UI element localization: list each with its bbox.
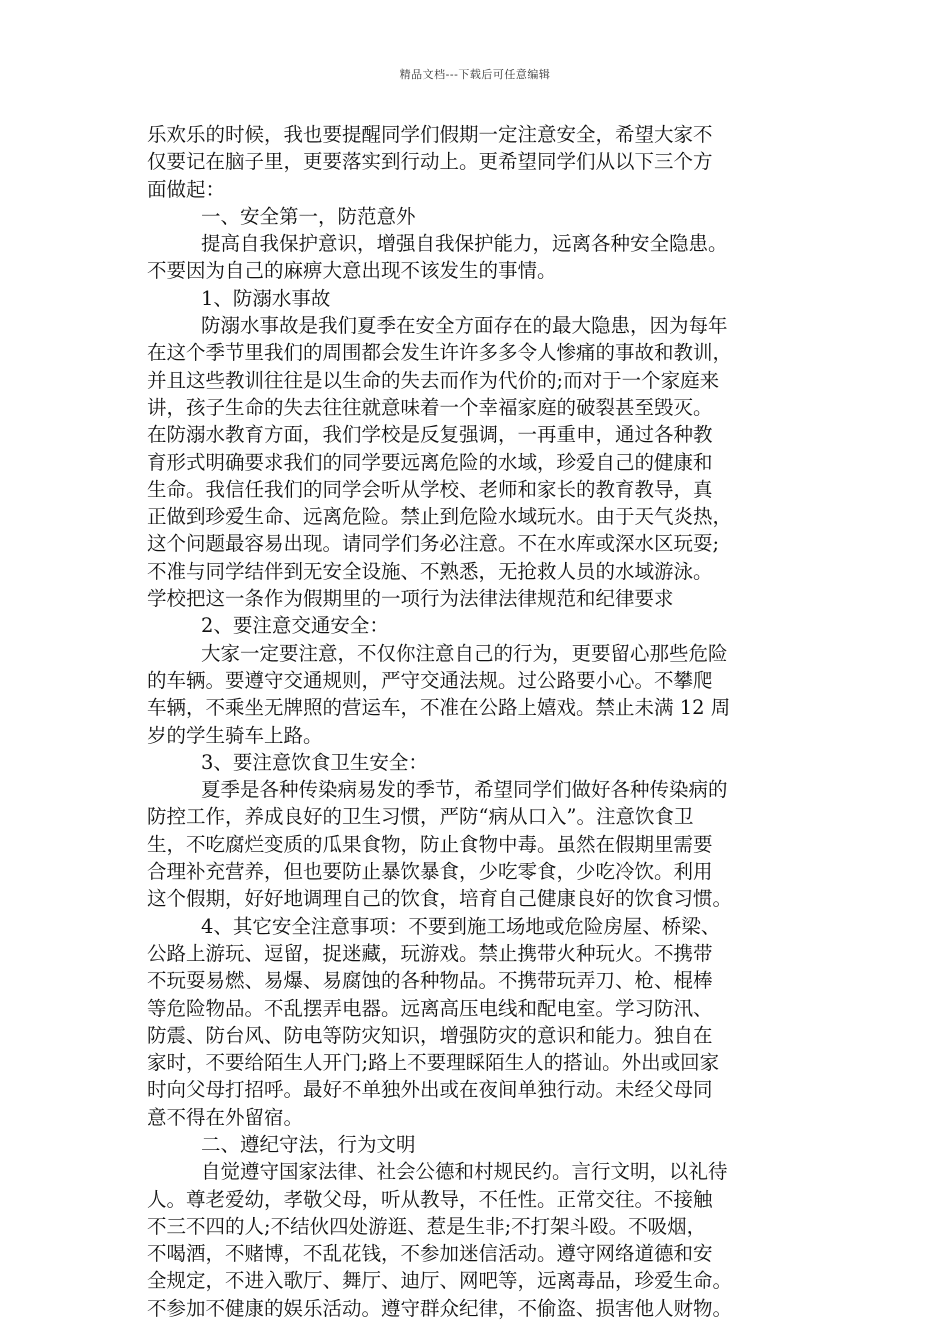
- text-line: 意不得在外留宿。: [147, 1105, 304, 1129]
- text-line: 不三不四的人;不结伙四处游逛、惹是生非;不打架斗殴。不吸烟，: [147, 1214, 707, 1238]
- text-line: 岁的学生骑车上路。: [147, 723, 323, 747]
- text-line: 2、要注意交通安全：: [201, 614, 389, 638]
- text-line: 在防溺水教育方面，我们学校是反复强调，一再重申，通过各种教: [147, 423, 713, 447]
- text-line: 在这个季节里我们的周围都会发生许许多多令人惨痛的事故和教训，: [147, 341, 733, 365]
- text-line: 提高自我保护意识，增强自我保护能力，远离各种安全隐患。: [201, 232, 728, 256]
- text-line: 家时，不要给陌生人开门;路上不要理睬陌生人的搭讪。外出或回家: [147, 1051, 720, 1075]
- text-line: 大家一定要注意，不仅你注意自己的行为，更要留心那些危险: [201, 641, 728, 665]
- text-line: 时向父母打招呼。最好不单独外出或在夜间单独行动。未经父母同: [147, 1078, 713, 1102]
- text-line: 不参加不健康的娱乐活动。遵守群众纪律，不偷盗、损害他人财物。: [147, 1296, 733, 1320]
- text-line: 不喝酒，不赌博，不乱花钱，不参加迷信活动。遵守网络道德和安: [147, 1242, 713, 1266]
- text-line: 不要因为自己的麻痹大意出现不该发生的事情。: [147, 259, 557, 283]
- text-line: 1、防溺水事故: [201, 286, 331, 310]
- text-line: 4、其它安全注意事项：不要到施工场地或危险房屋、桥梁、: [201, 914, 721, 938]
- text-line: 人。尊老爱幼，孝敬父母，听从教导，不任性。正常交往。不接触: [147, 1187, 713, 1211]
- text-line: 全规定，不进入歌厅、舞厅、迪厅、网吧等，远离毒品，珍爱生命。: [147, 1269, 733, 1293]
- text-line: 学校把这一条作为假期里的一项行为法律法律规范和纪律要求: [147, 587, 674, 611]
- text-line: 自觉遵守国家法律、社会公德和村规民约。言行文明，以礼待: [201, 1160, 728, 1184]
- text-line: 生，不吃腐烂变质的瓜果食物，防止食物中毒。虽然在假期里需要: [147, 832, 713, 856]
- text-line: 育形式明确要求我们的同学要远离危险的水域，珍爱自己的健康和: [147, 450, 713, 474]
- text-line: 车辆，不乘坐无牌照的营运车，不准在公路上嬉戏。禁止未满 12 周: [147, 696, 731, 720]
- text-line: 3、要注意饮食卫生安全：: [201, 750, 428, 774]
- text-line: 这个假期，好好地调理自己的饮食，培育自己健康良好的饮食习惯。: [147, 887, 733, 911]
- text-line: 防震、防台风、防电等防灾知识，增强防灾的意识和能力。独自在: [147, 1023, 713, 1047]
- text-line: 这个问题最容易出现。请同学们务必注意。不在水库或深水区玩耍;: [147, 532, 720, 556]
- text-line: 合理补充营养，但也要防止暴饮暴食，少吃零食，少吃冷饮。利用: [147, 860, 713, 884]
- text-line: 防溺水事故是我们夏季在安全方面存在的最大隐患，因为每年: [201, 314, 728, 338]
- text-line: 一、安全第一，防范意外: [201, 204, 416, 228]
- text-line: 乐欢乐的时候，我也要提醒同学们假期一定注意安全，希望大家不: [147, 123, 713, 146]
- text-line: 仅要记在脑子里，更要落实到行动上。更希望同学们从以下三个方: [147, 150, 713, 174]
- text-line: 二、遵纪守法，行为文明: [201, 1132, 416, 1156]
- text-line: 的车辆。要遵守交通规则，严守交通法规。过公路要小心。不攀爬: [147, 668, 713, 692]
- text-line: 等危险物品。不乱摆弄电器。远离高压电线和配电室。学习防汛、: [147, 996, 713, 1020]
- text-line: 并且这些教训往往是以生命的失去而作为代价的;而对于一个家庭来: [147, 368, 720, 392]
- page-header: 精品文档---下载后可任意编辑: [399, 68, 551, 81]
- text-line: 正做到珍爱生命、远离危险。禁止到危险水域玩水。由于天气炎热，: [147, 505, 733, 529]
- text-line: 面做起：: [147, 177, 226, 201]
- text-line: 夏季是各种传染病易发的季节，希望同学们做好各种传染病的: [201, 778, 728, 802]
- text-line: 防控工作，养成良好的卫生习惯，严防“病从口入”。注意饮食卫: [147, 805, 694, 829]
- document-body: [147, 121, 827, 1322]
- text-line: 讲，孩子生命的失去往往就意味着一个幸福家庭的破裂甚至毁灭。: [147, 395, 713, 419]
- text-line: 生命。我信任我们的同学会听从学校、老师和家长的教育教导，真: [147, 477, 713, 501]
- text-line: 不玩耍易燃、易爆、易腐蚀的各种物品。不携带玩弄刀、枪、棍棒: [147, 969, 713, 993]
- text-line: 公路上游玩、逗留，捉迷藏，玩游戏。禁止携带火种玩火。不携带: [147, 941, 713, 965]
- text-line: 不准与同学结伴到无安全设施、不熟悉，无抢救人员的水域游泳。: [147, 559, 713, 583]
